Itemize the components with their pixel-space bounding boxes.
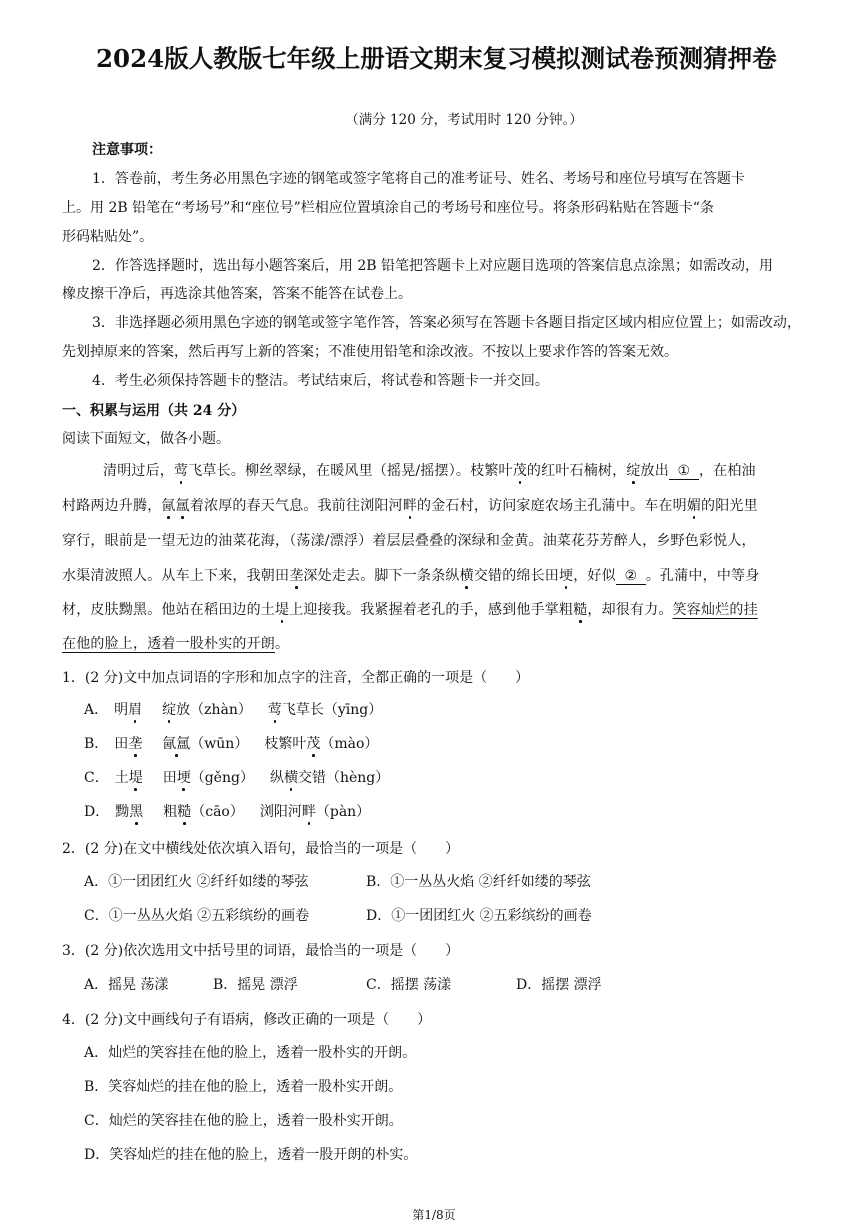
question-3-option-a[interactable]: A．摇晃 荡漾 (84, 977, 169, 993)
question-2-option-c[interactable]: C．①一丛丛火焰 ②五彩缤纷的画卷 (84, 908, 310, 924)
question-4-option-c[interactable]: C．灿烂的笑容挂在他的脸上，透着一股朴实开朗。 (84, 1113, 403, 1129)
passage-line-5: 材，皮肤黝黑。他站在稻田边的土堤上迎接我。我紧握着老孔的手，感到他手掌粗糙，却很有力。笑容灿烂的挂 (62, 599, 758, 619)
notice-item-4: 4．考生必须保持答题卡的整洁。考试结束后，将试卷和答题卡一并交回。 (92, 373, 549, 389)
notice-item-3-line-1: 3．非选择题必须用黑色字迹的钢笔或签字笔作答，答案必须写在答题卡各题目指定区域内相应位置上；如需改动， (92, 315, 801, 331)
notice-item-3-line-2: 先划掉原来的答案，然后再写上新的答案；不准使用铅笔和涂改液。不按以上要求作答的答案无效。 (62, 344, 678, 360)
passage-line-4: 水渠清波照人。从车上下来，我朝田垄深处走去。脚下一条条纵横交错的绵长田埂，好似 ② 。孔蒲中，中等身 (62, 565, 759, 585)
question-1-option-c[interactable]: C． 土堤 田埂（gěng） 纵横交错（hèng） (84, 767, 389, 787)
notice-item-2-line-1: 2．作答选择题时，选出每小题答案后，用 2B 铅笔把答题卡上对应题目选项的答案信息点涂黑；如需改动，用 (92, 258, 774, 274)
question-4-stem: 4．(2 分)文中画线句子有语病，修改正确的一项是（ ） (62, 1012, 432, 1028)
question-1-option-d[interactable]: D． 黝黑 粗糙（cāo） 浏阳河畔（pàn） (84, 801, 370, 821)
notice-item-1-line-3: 形码粘贴处”。 (62, 229, 154, 245)
notice-item-2-line-2: 橡皮擦干净后，再选涂其他答案，答案不能答在试卷上。 (62, 286, 412, 302)
passage-line-3: 穿行，眼前是一望无边的油菜花海，（荡漾/漂浮）着层层叠叠的深绿和金黄。油菜花芬芳醉人，乡野色彩悦人， (62, 533, 756, 549)
question-2-option-a[interactable]: A．①一团团红火 ②纤纤如缕的琴弦 (84, 874, 309, 890)
document-title: 2024版人教版七年级上册语文期末复习模拟测试卷预测猜押卷 (96, 44, 777, 73)
question-1-stem: 1．(2 分)文中加点词语的字形和加点字的注音，全都正确的一项是（ ） (62, 670, 530, 686)
question-4-option-d[interactable]: D．笑容灿烂的挂在他的脸上，透着一股开朗的朴实。 (84, 1147, 418, 1163)
question-2-stem: 2．(2 分)在文中横线处依次填入语句，最恰当的一项是（ ） (62, 841, 460, 857)
question-2-option-b[interactable]: B．①一丛丛火焰 ②纤纤如缕的琴弦 (366, 874, 591, 890)
question-1-option-a[interactable]: A． 明眉 绽放（zhàn） 莺飞草长（yīng） (84, 699, 382, 719)
notice-item-1-line-1: 1．答卷前，考生务必用黑色字迹的钢笔或签字笔将自己的准考证号、姓名、考场号和座位号填写在答题卡 (92, 171, 745, 187)
notice-heading: 注意事项： (92, 142, 162, 158)
question-3-option-d[interactable]: D．摇摆 漂浮 (516, 977, 602, 993)
notice-item-1-line-2: 上。用 2B 铅笔在“考场号”和“座位号”栏相应位置填涂自己的考场号和座位号。将条形码粘贴在答题卡“条 (62, 200, 714, 216)
page-number: 第1/8页 (412, 1208, 456, 1222)
question-4-option-a[interactable]: A．灿烂的笑容挂在他的脸上，透着一股朴实的开朗。 (84, 1045, 417, 1061)
question-1-option-b[interactable]: B． 田垄 氤氲（wūn） 枝繁叶茂（mào） (84, 733, 378, 753)
question-4-option-b[interactable]: B．笑容灿烂的挂在他的脸上，透着一股朴实开朗。 (84, 1079, 403, 1095)
section-1-instruction: 阅读下面短文，做各小题。 (62, 431, 230, 447)
question-3-stem: 3．(2 分)依次选用文中括号里的词语，最恰当的一项是（ ） (62, 943, 460, 959)
section-1-heading: 一、积累与运用（共 24 分） (62, 403, 246, 419)
exam-duration-note: （满分 120 分，考试用时 120 分钟。） (345, 112, 583, 128)
question-3-option-b[interactable]: B．摇晃 漂浮 (213, 977, 298, 993)
underlined-sentence-part-2: 在他的脸上，透着一股朴实的开朗 (62, 636, 275, 652)
underlined-sentence-part-1: 笑容灿烂的挂 (672, 602, 758, 618)
fill-blank-2: ② (616, 569, 646, 585)
passage-line-6: 在他的脸上，透着一股朴实的开朗。 (62, 636, 290, 652)
passage-line-1: 清明过后，莺飞草长。柳丝翠绿，在暖风里（摇晃/摇摆）。枝繁叶茂的红叶石楠树，绽放出 ① ，在柏油 (103, 460, 756, 480)
fill-blank-1: ① (669, 464, 699, 480)
passage-line-2: 村路两边升腾，氤氲着浓厚的春天气息。我前往浏阳河畔的金石村，访问家庭农场主孔蒲中。车在明媚的阳光里 (62, 495, 758, 515)
question-2-option-d[interactable]: D．①一团团红火 ②五彩缤纷的画卷 (366, 908, 592, 924)
question-3-option-c[interactable]: C．摇摆 荡漾 (366, 977, 452, 993)
